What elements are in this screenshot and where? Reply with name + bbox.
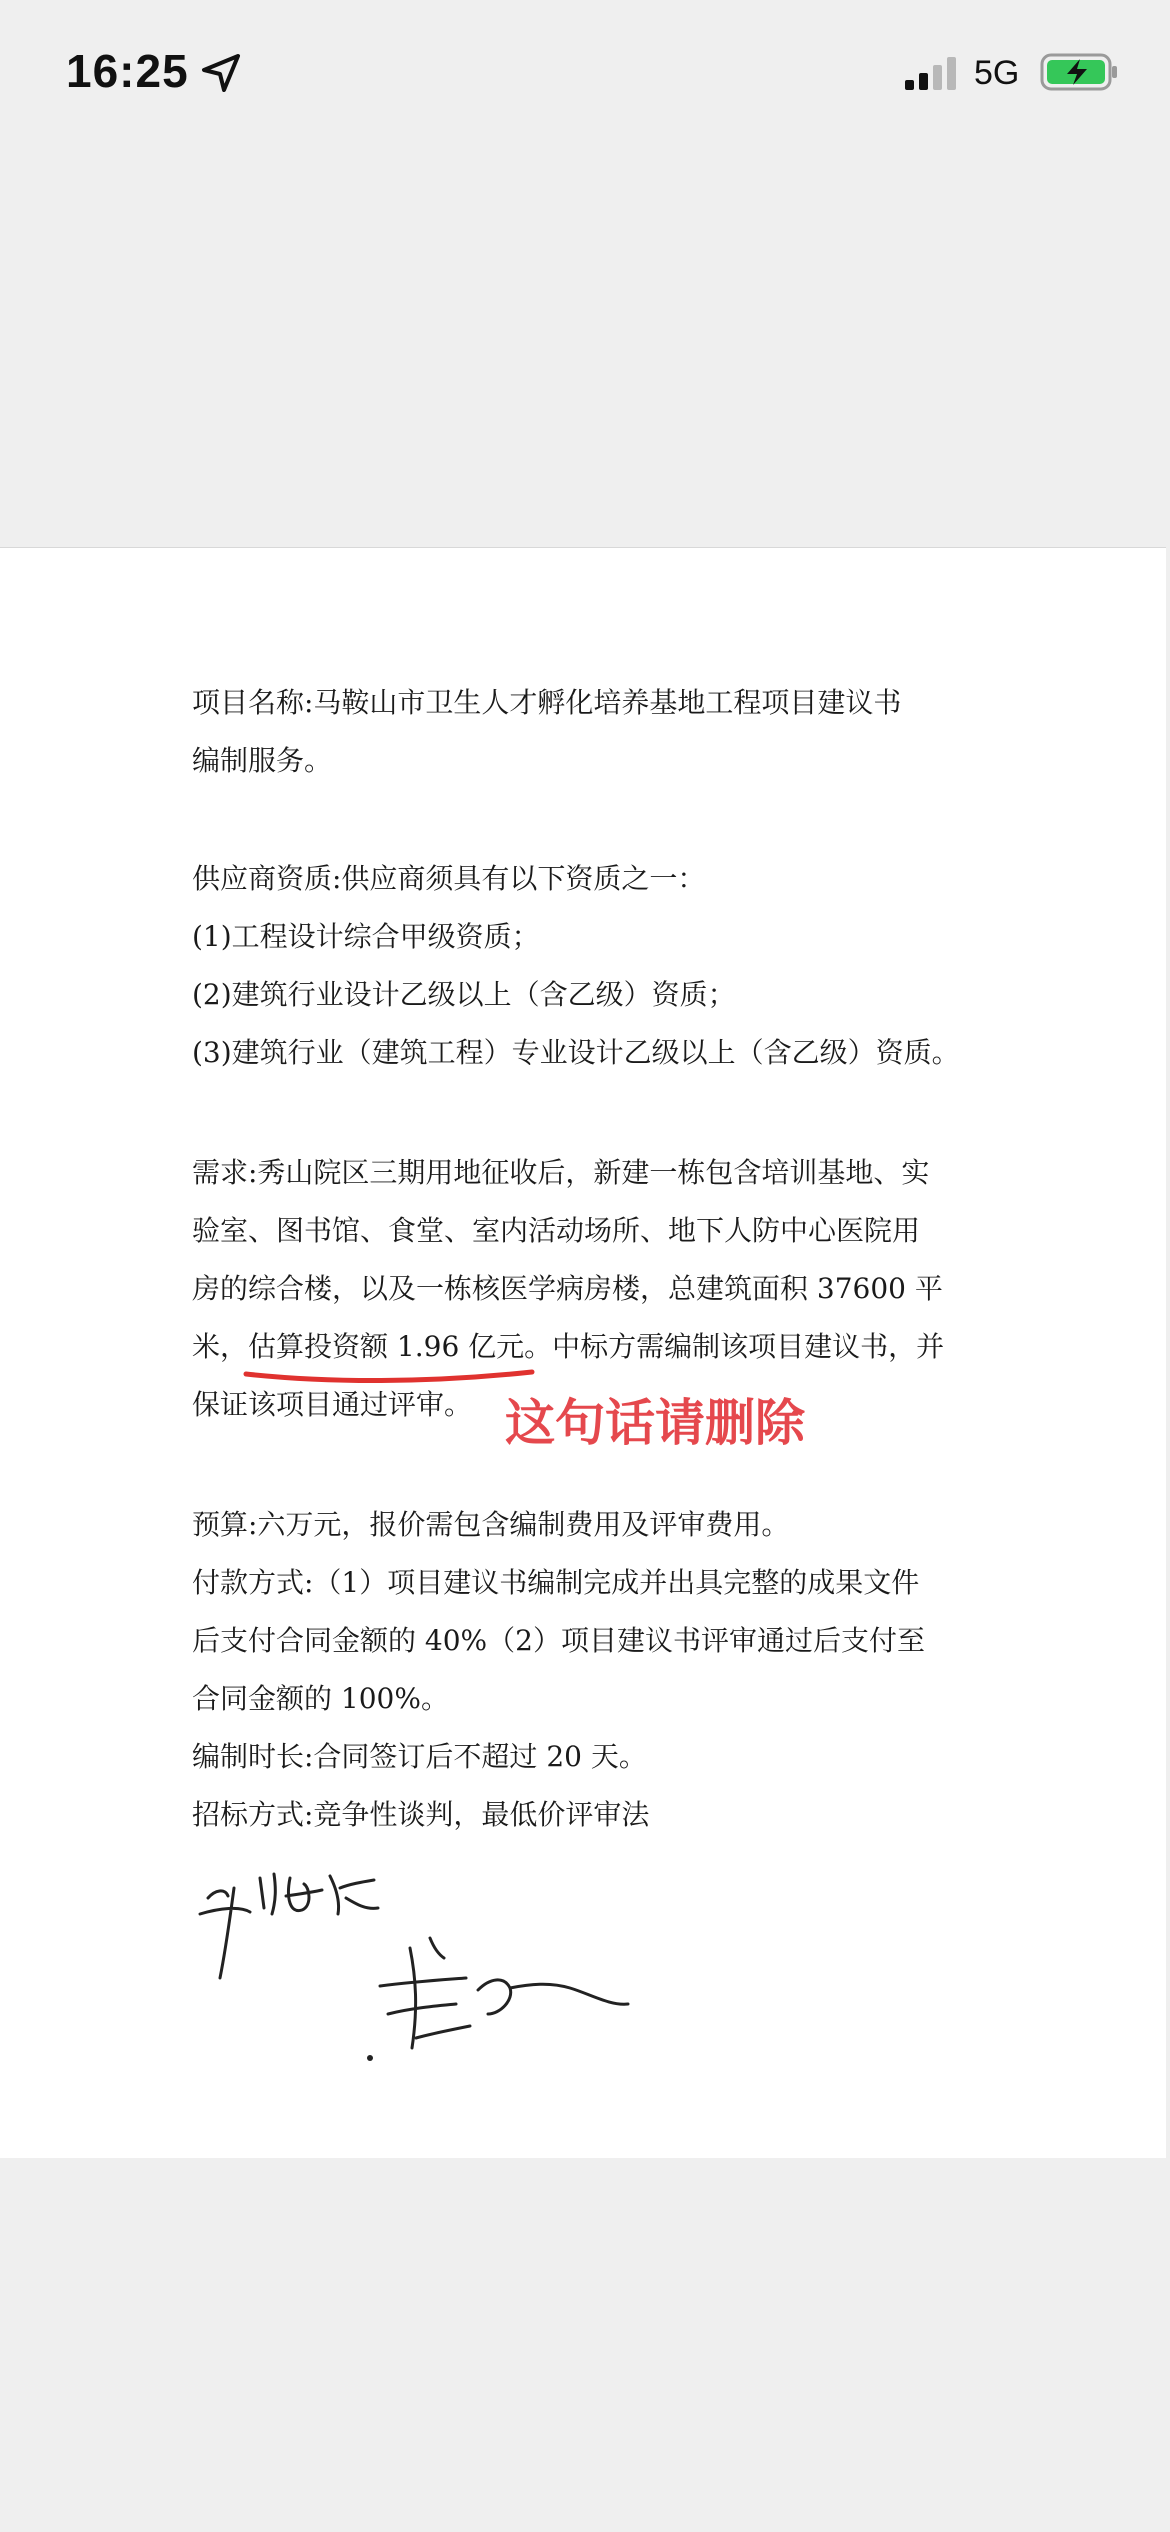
doc-line-qual-1: (1)工程设计综合甲级资质； bbox=[192, 920, 540, 953]
doc-line-requirement-3: 房的综合楼，以及一栋核医学病房楼，总建筑面积 37600 平 bbox=[192, 1272, 943, 1305]
status-bar bbox=[0, 0, 1170, 150]
doc-line-bid-method: 招标方式:竞争性谈判，最低价评审法 bbox=[192, 1798, 650, 1831]
battery-charging-icon bbox=[1040, 52, 1120, 92]
doc-line-requirement-5: 保证该项目通过评审。 bbox=[192, 1388, 473, 1421]
doc-line-payment-3: 合同金额的 100%。 bbox=[192, 1682, 449, 1715]
doc-line-qual-2: (2)建筑行业设计乙级以上（含乙级）资质； bbox=[192, 978, 736, 1011]
doc-line-duration: 编制时长:合同签订后不超过 20 天。 bbox=[192, 1740, 647, 1773]
doc-text-segment: 米， bbox=[192, 1330, 249, 1363]
signal-icon bbox=[905, 56, 961, 92]
doc-text-segment: 。中标方需编制该项目建议书，并 bbox=[524, 1330, 945, 1363]
network-type: 5G bbox=[974, 54, 1020, 92]
doc-line-payment-2: 后支付合同金额的 40%（2）项目建议书评审通过后支付至 bbox=[192, 1624, 925, 1657]
delete-annotation: 这句话请删除 bbox=[505, 1394, 805, 1452]
location-arrow-icon bbox=[200, 52, 242, 94]
highlighted-investment-text: 估算投资额 1.96 亿元 bbox=[248, 1330, 525, 1363]
bottom-gray-area bbox=[0, 2158, 1170, 2532]
doc-line-qual-3: (3)建筑行业（建筑工程）专业设计乙级以上（含乙级）资质。 bbox=[192, 1036, 960, 1069]
doc-line-budget: 预算:六万元，报价需包含编制费用及评审费用。 bbox=[192, 1508, 790, 1541]
doc-line-project-name-cont: 编制服务。 bbox=[192, 744, 333, 777]
doc-line-requirement-2: 验室、图书馆、食堂、室内活动场所、地下人防中心医院用 bbox=[192, 1214, 921, 1247]
doc-line-payment: 付款方式:（1）项目建议书编制完成并出具完整的成果文件 bbox=[192, 1566, 920, 1599]
doc-line-requirement: 需求:秀山院区三期用地征收后，新建一栋包含培训基地、实 bbox=[192, 1156, 930, 1189]
doc-line-project-name: 项目名称:马鞍山市卫生人才孵化培养基地工程项目建议书 bbox=[192, 686, 902, 719]
signature-2 bbox=[360, 1918, 640, 2068]
document-page bbox=[0, 547, 1166, 2159]
red-underline-mark bbox=[240, 1360, 540, 1390]
status-time: 16:25 bbox=[66, 45, 189, 97]
doc-line-supplier-qual: 供应商资质:供应商须具有以下资质之一： bbox=[192, 862, 706, 895]
